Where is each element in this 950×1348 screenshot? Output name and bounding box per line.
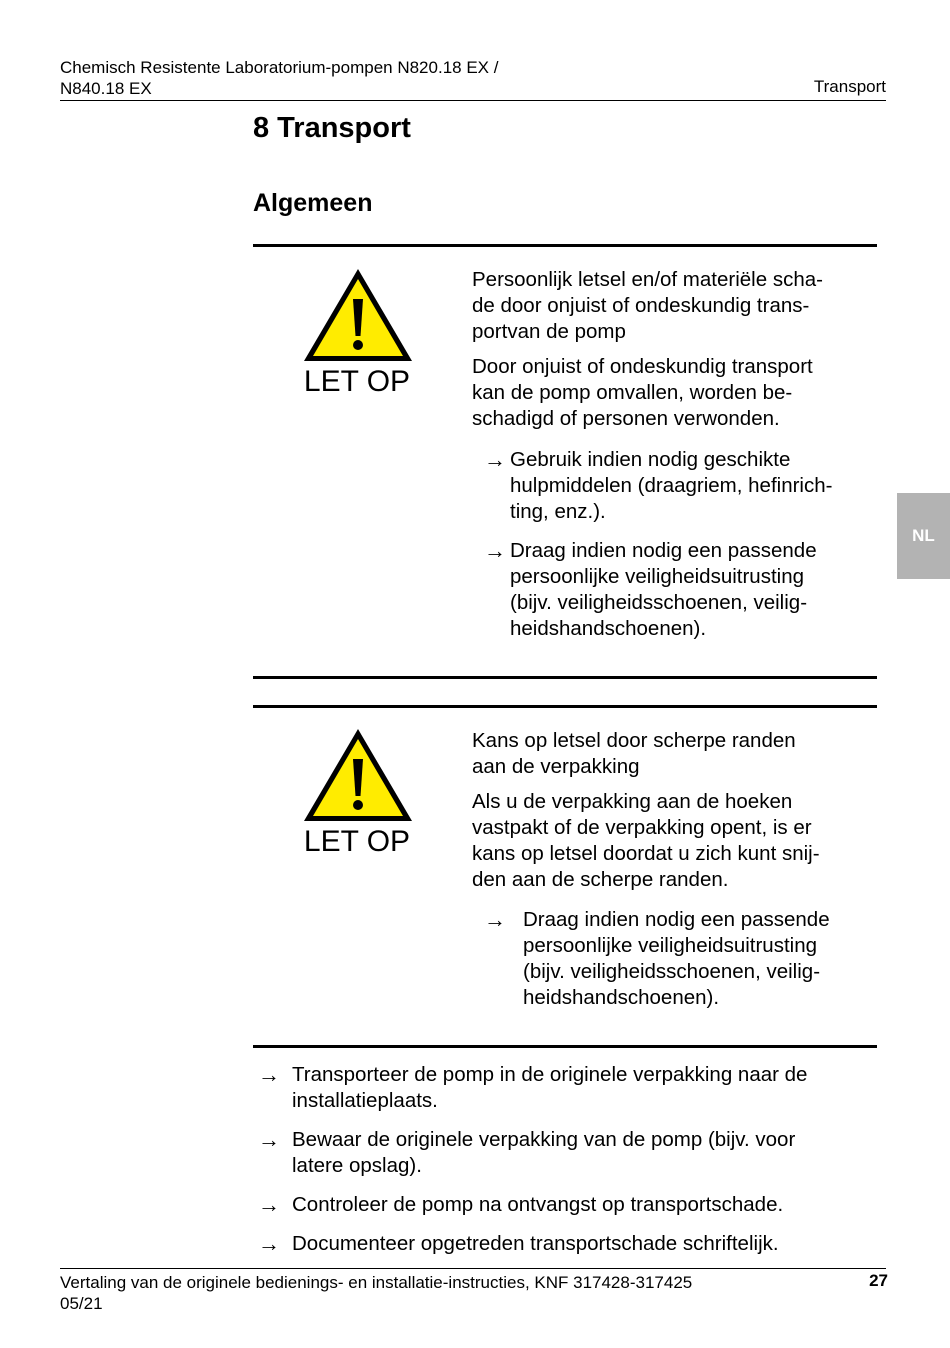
text-line: portvan de pomp [472, 320, 626, 343]
warning-2-bottom-rule [253, 1045, 877, 1048]
text-line: schadigd of personen verwonden. [472, 407, 780, 430]
running-section-name: Transport [813, 77, 886, 96]
arrow-icon: → [484, 907, 506, 932]
text-line: ting, enz.). [510, 500, 606, 523]
text-line: persoonlijke veiligheidsuitrusting [523, 934, 817, 957]
text-line: kans op letsel doordat u zich kunt snij- [472, 842, 820, 865]
footer-divider [60, 1268, 886, 1269]
text-line: Draag indien nodig een passende [510, 539, 817, 562]
text-line: den aan de scherpe randen. [472, 868, 729, 891]
text-line: Bewaar de originele verpakking van de pomp (bijv. voor [292, 1128, 796, 1151]
warning-2-heading [472, 728, 872, 780]
text-line: (bijv. veiligheidsschoenen, veilig- [510, 591, 808, 614]
list-item [258, 1231, 878, 1257]
arrow-icon: → [484, 447, 506, 472]
warning-1-text [472, 267, 872, 432]
transport-steps-list [258, 1062, 878, 1270]
text-line: heidshandschoenen). [510, 617, 707, 640]
arrow-icon: → [484, 538, 506, 563]
warning-1-action-2 [484, 538, 874, 642]
section-title: Algemeen [253, 189, 373, 217]
document-title [60, 57, 580, 99]
language-tab: NL [897, 493, 950, 579]
page-number: 27 [869, 1271, 888, 1290]
chapter-title: 8 Transport [253, 112, 411, 144]
arrow-icon: → [258, 1231, 280, 1256]
text-line: kan de pomp omvallen, worden be- [472, 381, 793, 404]
document-title-line-1: Chemisch Resistente Laboratorium-pompen N820.18 EX / [60, 58, 499, 77]
text-line: Persoonlijk letsel en/of materiële scha- [472, 268, 823, 291]
warning-2-body [472, 789, 872, 893]
text-line: installatieplaats. [292, 1089, 438, 1112]
text-line: vastpakt of de verpakking opent, is er [472, 816, 812, 839]
warning-triangle-icon [301, 726, 415, 824]
warning-2-action-1 [484, 907, 874, 1011]
text-line: Kans op letsel door scherpe randen [472, 729, 796, 752]
warning-2-top-rule [253, 705, 877, 708]
arrow-icon: → [258, 1192, 280, 1217]
footer-line-2: 05/21 [60, 1294, 103, 1313]
text-line: de door onjuist of ondeskundig trans- [472, 294, 810, 317]
text-line: latere opslag). [292, 1154, 422, 1177]
signal-word: LET OP [303, 365, 411, 398]
list-item [258, 1192, 878, 1218]
text-line: Als u de verpakking aan de hoeken [472, 790, 793, 813]
warning-1-heading [472, 267, 872, 345]
text-line: Controleer de pomp na ontvangst op transportschade. [292, 1193, 784, 1216]
list-item [258, 1062, 878, 1114]
text-line: Door onjuist of ondeskundig transport [472, 355, 813, 378]
warning-1-top-rule [253, 244, 877, 247]
arrow-icon: → [258, 1127, 280, 1152]
warning-1-bottom-rule [253, 676, 877, 679]
text-line: aan de verpakking [472, 755, 640, 778]
warning-triangle-icon [301, 266, 415, 364]
text-line: (bijv. veiligheidsschoenen, veilig- [523, 960, 821, 983]
text-line: Transporteer de pomp in de originele verpakking naar de [292, 1063, 808, 1086]
warning-1-action-1 [484, 447, 874, 525]
warning-2-text [472, 728, 872, 893]
list-item [258, 1127, 878, 1179]
text-line: Gebruik indien nodig geschikte [510, 448, 791, 471]
warning-1-body [472, 354, 872, 432]
signal-word: LET OP [303, 825, 411, 858]
text-line: heidshandschoenen). [523, 986, 720, 1009]
header-divider [60, 100, 886, 101]
text-line: persoonlijke veiligheidsuitrusting [510, 565, 804, 588]
document-title-line-2: N840.18 EX [60, 79, 152, 98]
footer-text [60, 1272, 780, 1314]
text-line: hulpmiddelen (draagriem, hefinrich- [510, 474, 833, 497]
arrow-icon: → [258, 1062, 280, 1087]
footer-line-1: Vertaling van de originele bedienings- en installatie-instructies, KNF 317428-317425 [60, 1273, 693, 1292]
text-line: Draag indien nodig een passende [523, 908, 830, 931]
text-line: Documenteer opgetreden transportschade schriftelijk. [292, 1232, 779, 1255]
